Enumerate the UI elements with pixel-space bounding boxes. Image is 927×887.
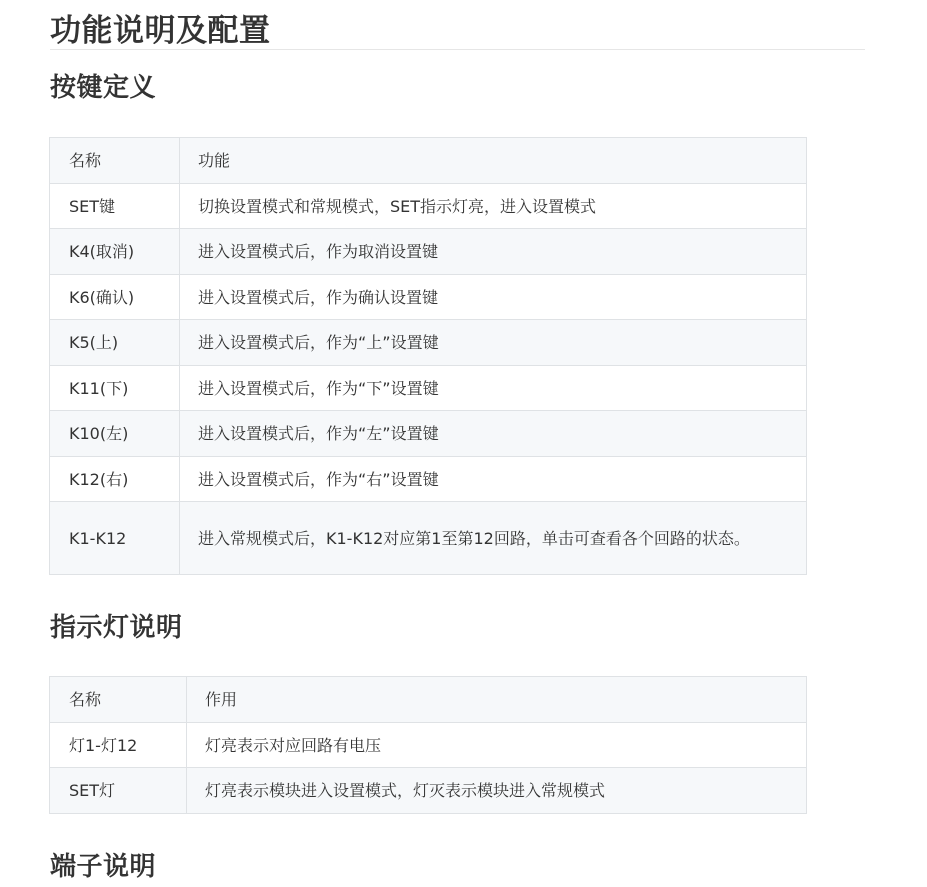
table-row [50, 275, 807, 320]
table-row [50, 502, 807, 575]
table-row [50, 768, 807, 814]
keys-table [49, 137, 807, 575]
key-name-cell: K6(确认) [50, 275, 180, 320]
table-row [50, 366, 807, 411]
indicator-effect-cell: 灯亮表示对应回路有电压 [187, 723, 807, 768]
table-row [50, 411, 807, 457]
indicators-table [49, 676, 807, 814]
key-name-cell: K12(右) [50, 457, 180, 502]
keys-table-header-row [50, 138, 807, 184]
key-name-cell: K5(上) [50, 320, 180, 366]
table-row [50, 723, 807, 768]
keys-header-function: 功能 [180, 138, 807, 184]
keys-section-heading: 按键定义 [50, 73, 157, 103]
indicator-effect-cell: 灯亮表示模块进入设置模式，灯灭表示模块进入常规模式 [187, 768, 807, 814]
keys-header-name: 名称 [50, 138, 180, 184]
key-name-cell: K4(取消) [50, 229, 180, 275]
key-function-cell: 进入常规模式后，K1-K12对应第1至第12回路，单击可查看各个回路的状态。 [180, 502, 807, 575]
key-function-cell: 进入设置模式后，作为取消设置键 [180, 229, 807, 275]
indicators-header-effect: 作用 [187, 677, 807, 723]
key-function-cell: 进入设置模式后，作为“左”设置键 [180, 411, 807, 457]
table-row [50, 320, 807, 366]
table-row [50, 457, 807, 502]
page-title: 功能说明及配置 [50, 13, 271, 49]
key-function-cell: 进入设置模式后，作为确认设置键 [180, 275, 807, 320]
key-name-cell: K11(下) [50, 366, 180, 411]
key-function-cell: 进入设置模式后，作为“右”设置键 [180, 457, 807, 502]
indicators-header-name: 名称 [50, 677, 187, 723]
table-row [50, 184, 807, 229]
key-name-cell: SET键 [50, 184, 180, 229]
indicators-section-heading: 指示灯说明 [50, 613, 183, 643]
indicators-table-header-row [50, 677, 807, 723]
indicator-name-cell: SET灯 [50, 768, 187, 814]
key-function-cell: 切换设置模式和常规模式，SET指示灯亮，进入设置模式 [180, 184, 807, 229]
key-name-cell: K10(左) [50, 411, 180, 457]
key-function-cell: 进入设置模式后，作为“下”设置键 [180, 366, 807, 411]
key-function-cell: 进入设置模式后，作为“上”设置键 [180, 320, 807, 366]
title-divider [50, 49, 865, 50]
indicator-name-cell: 灯1-灯12 [50, 723, 187, 768]
key-name-cell: K1-K12 [50, 502, 180, 575]
table-row [50, 229, 807, 275]
terminals-section-heading: 端子说明 [50, 852, 157, 882]
